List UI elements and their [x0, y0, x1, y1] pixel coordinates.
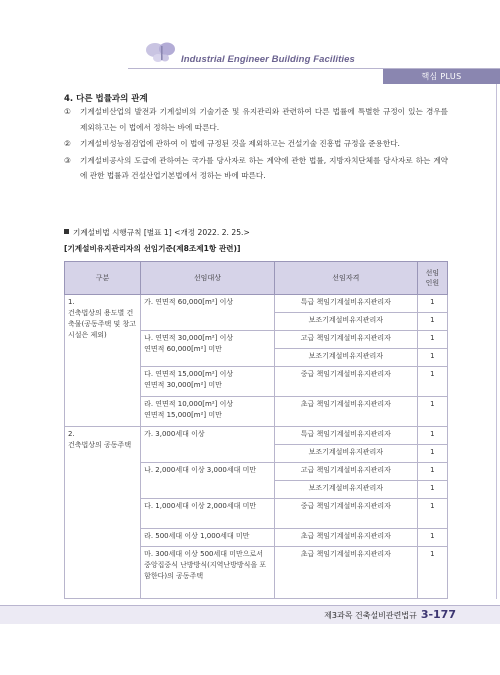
count-cell: 1	[417, 349, 447, 367]
category-cell: 2. 건축법상의 공동주택	[65, 427, 141, 599]
clause-item	[64, 136, 448, 152]
selection-criteria-table	[64, 261, 448, 599]
count-cell: 1	[417, 427, 447, 445]
qualification-cell: 보조기계설비유지관리자	[274, 313, 417, 331]
qualification-cell: 중급 책임기계설비유지관리자	[274, 499, 417, 529]
side-rule	[496, 84, 497, 599]
qualification-cell: 중급 책임기계설비유지관리자	[274, 367, 417, 397]
category-cell: 1. 건축법상의 용도별 건축물(공동주택 및 창고시설은 제외)	[65, 295, 141, 427]
qualification-cell: 특급 책임기계설비유지관리자	[274, 427, 417, 445]
clause-number: ①	[64, 107, 71, 116]
table-header-row	[65, 262, 448, 295]
count-cell: 1	[417, 295, 447, 313]
clause-list	[64, 104, 448, 185]
target-cell: 다. 1,000세대 이상 2,000세대 미만	[141, 499, 275, 529]
header-count: 선임 인원	[417, 262, 447, 295]
qualification-cell: 특급 책임기계설비유지관리자	[274, 295, 417, 313]
target-cell: 가. 연면적 60,000[m²] 이상	[141, 295, 275, 331]
table-row	[65, 427, 448, 445]
qualification-cell: 보조기계설비유지관리자	[274, 349, 417, 367]
count-cell: 1	[417, 367, 447, 397]
clause-number: ②	[64, 139, 71, 148]
count-cell: 1	[417, 331, 447, 349]
count-cell: 1	[417, 499, 447, 529]
table-title: [기계설비유지관리자의 선임기준(제8조제1항 관련)]	[64, 244, 241, 253]
qualification-cell: 보조기계설비유지관리자	[274, 481, 417, 499]
count-cell: 1	[417, 445, 447, 463]
section-badge: 핵심 PLUS	[383, 69, 500, 84]
header-qualification: 선임자격	[274, 262, 417, 295]
qualification-cell: 고급 책임기계설비유지관리자	[274, 331, 417, 349]
page-number: 3-177	[420, 608, 456, 621]
clause-number: ③	[64, 155, 71, 165]
target-cell: 라. 500세대 이상 1,000세대 미만	[141, 529, 275, 547]
clause-text: 기계설비공사의 도급에 관하여는 국가를 당사자로 하는 계약에 관한 법률, 지방자치단체를 당사자로 하는 계약에 관한 법률과 건설산업기본법에서 정하는 바에 따른다.	[80, 155, 448, 180]
header-target: 선임대상	[141, 262, 275, 295]
qualification-cell: 보조기계설비유지관리자	[274, 445, 417, 463]
table-row	[65, 295, 448, 313]
clause-text: 기계설비성능점검업에 관하여 이 법에 규정된 것을 제외하고는 건설기술 진흥법 규정을 준용한다.	[80, 139, 400, 148]
section-title: 4. 다른 법률과의 관계	[64, 94, 148, 104]
count-cell: 1	[417, 397, 447, 427]
target-cell: 라. 연면적 10,000[m²] 이상 연면적 15,000[m²] 미만	[141, 397, 275, 427]
count-cell: 1	[417, 463, 447, 481]
target-cell: 나. 연면적 30,000[m²] 이상 연면적 60,000[m²] 미만	[141, 331, 275, 367]
clause-text: 기계설비산업의 발전과 기계설비의 기술기준 및 유지관리와 관련하여 다른 법률에 특별한 규정이 있는 경우를 제외하고는 이 법에서 정하는 바에 따른다.	[80, 107, 448, 132]
count-cell: 1	[417, 547, 447, 599]
page-footer	[324, 608, 456, 621]
butterfly-logo-icon	[143, 40, 181, 64]
count-cell: 1	[417, 529, 447, 547]
clause-item	[64, 104, 448, 135]
target-cell: 마. 300세대 이상 500세대 미만으로서 중앙집중식 난방방식(지역난방방식을 포함한다)의 공동주택	[141, 547, 275, 599]
target-cell: 다. 연면적 15,000[m²] 이상 연면적 30,000[m²] 미만	[141, 367, 275, 397]
regulation-reference	[64, 227, 250, 238]
target-cell: 가. 3,000세대 이상	[141, 427, 275, 463]
header-category: 구분	[65, 262, 141, 295]
qualification-cell: 초급 책임기계설비유지관리자	[274, 529, 417, 547]
target-cell: 나. 2,000세대 이상 3,000세대 미만	[141, 463, 275, 499]
book-header-title: Industrial Engineer Building Facilities	[181, 54, 355, 65]
clause-item	[64, 153, 448, 184]
qualification-cell: 초급 책임기계설비유지관리자	[274, 397, 417, 427]
regulation-reference-text: 기계설비법 시행규칙 [별표 1] <개정 2022. 2. 25.>	[73, 228, 250, 237]
qualification-cell: 초급 책임기계설비유지관리자	[274, 547, 417, 599]
count-cell: 1	[417, 481, 447, 499]
square-bullet-icon	[64, 229, 69, 234]
subject-label: 제3과목 건축설비관련법규	[324, 611, 417, 620]
qualification-cell: 고급 책임기계설비유지관리자	[274, 463, 417, 481]
count-cell: 1	[417, 313, 447, 331]
